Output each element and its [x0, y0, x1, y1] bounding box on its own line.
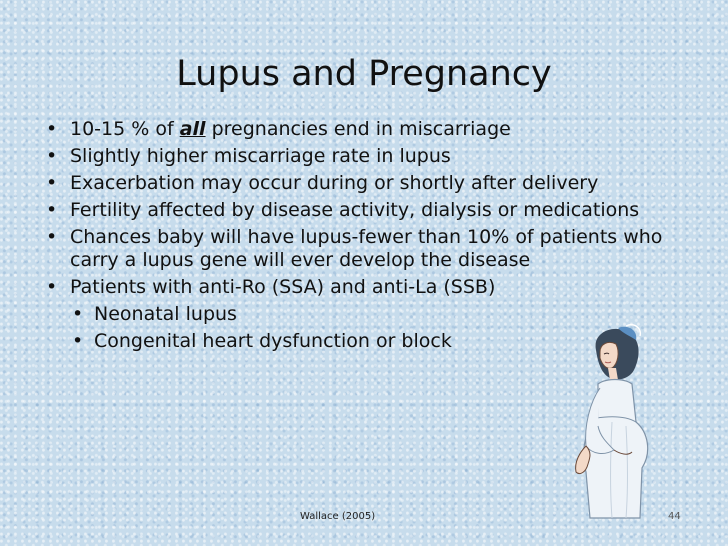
- bullet-item: • Slightly higher miscarriage rate in lupus: [46, 145, 696, 168]
- bullet-item: • Chances baby will have lupus-fewer than 10% of patients who carry a lupus gene will ever develop the disease: [46, 226, 696, 272]
- page-number: 44: [668, 511, 681, 522]
- bullet-item: [46, 118, 696, 141]
- sub-bullet-item: • Neonatal lupus: [72, 303, 696, 326]
- bullet-item: • Patients with anti-Ro (SSA) and anti-La (SSB): [46, 276, 696, 299]
- bullet-item: • Exacerbation may occur during or shortly after delivery: [46, 172, 696, 195]
- bullet-text-emphasis: all: [179, 118, 206, 140]
- slide-title: Lupus and Pregnancy: [176, 54, 552, 94]
- footer-citation: Wallace (2005): [300, 511, 376, 522]
- bullet-text-suffix: pregnancies end in miscarriage: [205, 118, 511, 140]
- pregnant-woman-icon: [556, 322, 666, 522]
- bullet-text-prefix: 10-15 % of: [70, 118, 180, 140]
- bullet-item: • Fertility affected by disease activity, dialysis or medications: [46, 199, 696, 222]
- sub-bullet-item: • Congenital heart dysfunction or block: [72, 330, 696, 353]
